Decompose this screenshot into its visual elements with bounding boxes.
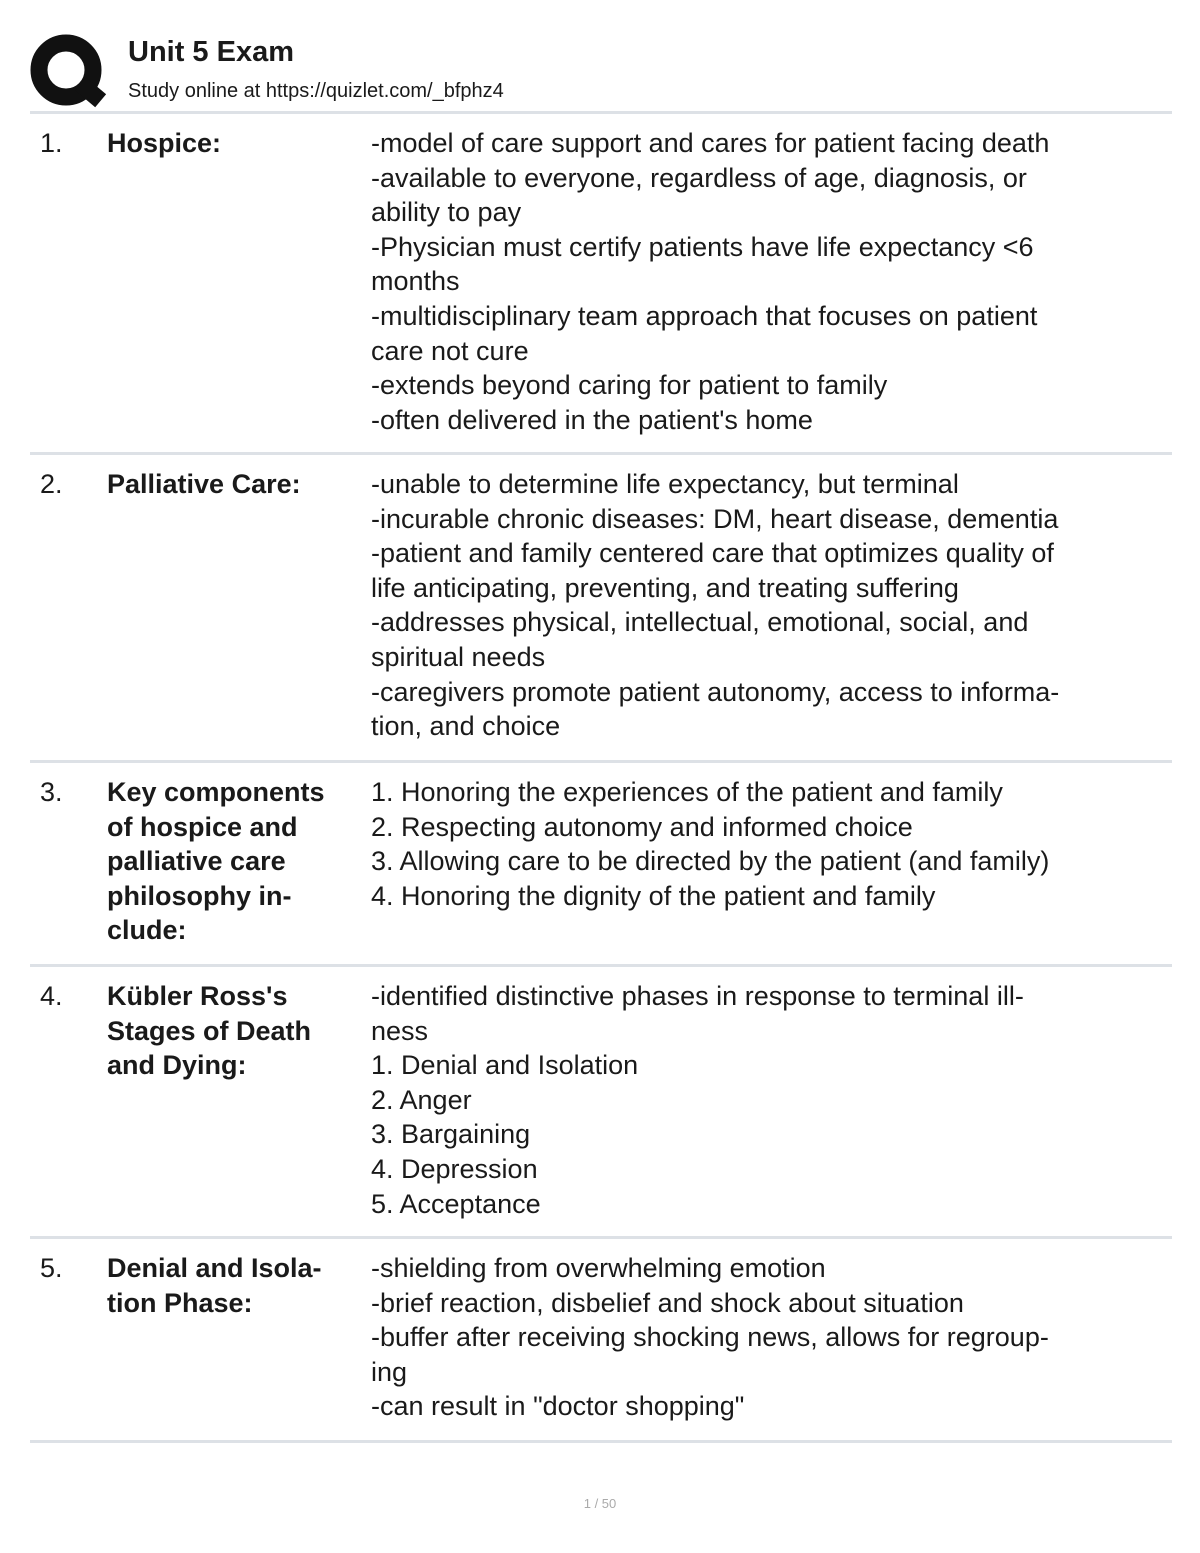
card-definition xyxy=(371,467,1171,744)
card-number: 2. xyxy=(40,469,63,499)
definition-line: ing xyxy=(371,1356,408,1387)
card-term xyxy=(107,467,363,502)
card-term xyxy=(107,775,363,948)
definition-line: -multidisciplinary team approach that focuses on patient xyxy=(371,300,1038,331)
definition-line: -can result in "doctor shopping" xyxy=(371,1391,745,1422)
definition-line: 4. Depression xyxy=(371,1153,538,1184)
definition-line: -addresses physical, intellectual, emotional, social, and xyxy=(371,607,1029,638)
term-line: clude: xyxy=(107,915,187,946)
page-header xyxy=(30,30,1172,110)
definition-line: 2. Anger xyxy=(371,1084,472,1115)
definition-line: -unable to determine life expectancy, but terminal xyxy=(371,469,959,499)
term-line: Kübler Ross's xyxy=(107,981,288,1011)
card-definition xyxy=(371,979,1171,1221)
term-line: Key components xyxy=(107,777,325,807)
definition-line: 2. Respecting autonomy and informed choice xyxy=(371,811,913,842)
card-term xyxy=(107,1251,363,1320)
term-line: Denial and Isola- xyxy=(107,1253,322,1283)
term-line: and Dying: xyxy=(107,1050,247,1081)
definition-line: -buffer after receiving shocking news, allows for regroup- xyxy=(371,1322,1049,1353)
definition-line: -shielding from overwhelming emotion xyxy=(371,1253,826,1283)
definition-line: 5. Acceptance xyxy=(371,1188,541,1219)
divider xyxy=(30,452,1172,455)
term-line: philosophy in- xyxy=(107,880,292,911)
divider xyxy=(30,111,1172,114)
term-line: Palliative Care: xyxy=(107,469,301,499)
definition-line: -often delivered in the patient's home xyxy=(371,404,813,435)
definition-line: 4. Honoring the dignity of the patient and family xyxy=(371,880,936,911)
definition-line: 1. Honoring the experiences of the patient and family xyxy=(371,777,1003,807)
term-line: tion Phase: xyxy=(107,1287,253,1318)
quizlet-logo-icon xyxy=(30,32,106,108)
divider xyxy=(30,964,1172,967)
card-term xyxy=(107,126,363,161)
card-number: 3. xyxy=(40,777,63,807)
definition-line: -brief reaction, disbelief and shock about situation xyxy=(371,1287,964,1318)
divider xyxy=(30,1440,1172,1443)
definition-line: -caregivers promote patient autonomy, access to informa- xyxy=(371,676,1060,707)
divider xyxy=(30,760,1172,763)
definition-line: ness xyxy=(371,1015,429,1046)
term-line: palliative care xyxy=(107,846,286,877)
definition-line: -model of care support and cares for patient facing death xyxy=(371,128,1050,158)
card-term xyxy=(107,979,363,1083)
term-line: Hospice: xyxy=(107,128,222,158)
divider xyxy=(30,1236,1172,1239)
definition-line: 3. Allowing care to be directed by the patient (and family) xyxy=(371,846,1050,877)
card-number: 4. xyxy=(40,981,63,1011)
page-title: Unit 5 Exam xyxy=(128,36,294,68)
term-line: Stages of Death xyxy=(107,1015,312,1046)
card-number: 5. xyxy=(40,1253,63,1283)
definition-line: -incurable chronic diseases: DM, heart disease, dementia xyxy=(371,503,1059,534)
definition-line: -identified distinctive phases in response to terminal ill- xyxy=(371,981,1024,1011)
definition-line: months xyxy=(371,266,460,297)
card-definition xyxy=(371,126,1171,437)
definition-line: -patient and family centered care that optimizes quality of xyxy=(371,538,1054,569)
definition-line: spiritual needs xyxy=(371,641,546,672)
card-definition xyxy=(371,1251,1171,1424)
definition-line: ability to pay xyxy=(371,197,522,228)
definition-line: -Physician must certify patients have life expectancy <6 xyxy=(371,231,1034,262)
definition-line: -available to everyone, regardless of age, diagnosis, or xyxy=(371,162,1027,193)
page-number: 1 / 50 xyxy=(583,1496,617,1511)
term-line: of hospice and xyxy=(107,811,298,842)
definition-line: life anticipating, preventing, and treating suffering xyxy=(371,572,959,603)
definition-line: 3. Bargaining xyxy=(371,1119,531,1150)
study-online-link[interactable]: Study online at https://quizlet.com/_bfphz4 xyxy=(128,80,504,102)
card-definition xyxy=(371,775,1171,913)
definition-line: 1. Denial and Isolation xyxy=(371,1050,639,1081)
card-number: 1. xyxy=(40,128,63,158)
definition-line: care not cure xyxy=(371,335,529,366)
definition-line: tion, and choice xyxy=(371,711,561,742)
definition-line: -extends beyond caring for patient to family xyxy=(371,370,888,401)
